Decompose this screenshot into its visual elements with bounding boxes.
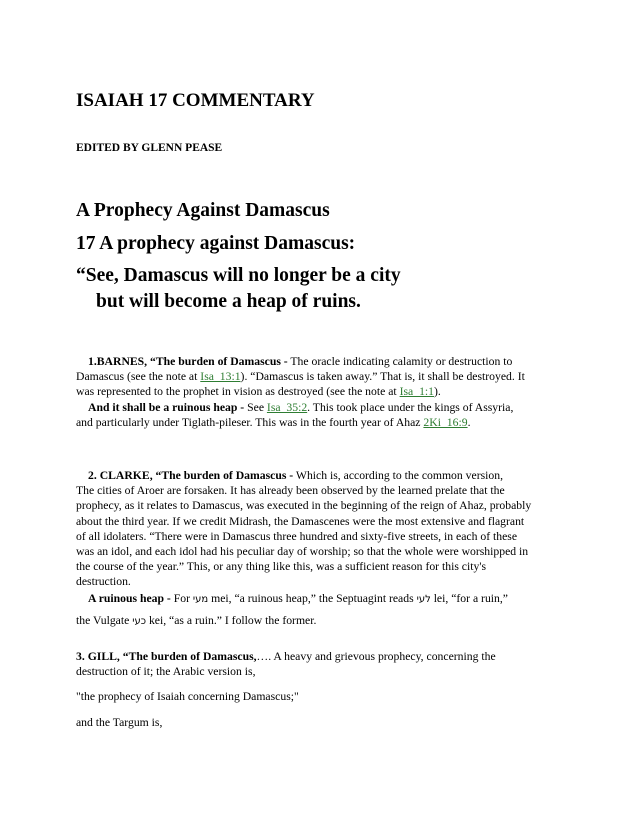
editor-credit: EDITED BY GLENN PEASE <box>76 142 223 154</box>
verse-line-2: “See, Damascus will no longer be a city <box>76 265 401 286</box>
ref-link-2ki-16-9[interactable]: 2Ki_16:9 <box>423 415 468 429</box>
gill-lead: 3. GILL, “The burden of Damascus, <box>76 650 257 663</box>
arabic-version-quote: "the prophecy of Isaiah concerning Damascus;" <box>76 690 299 704</box>
verse-line-3: but will become a heap of ruins. <box>96 291 361 312</box>
gill-commentary: 3. GILL, “The burden of Damascus,…. A heavy and grievous prophecy, concerning the destruction of it; the Arabic version is, "the prophecy of Isaiah concerning Damascus;" and the Targum is, <box>76 649 566 730</box>
ref-link-isa-1-1[interactable]: Isa_1:1 <box>399 385 434 399</box>
ref-link-isa-13-1[interactable]: Isa_13:1 <box>200 370 241 384</box>
ref-link-isa-35-2[interactable]: Isa_35:2 <box>266 400 308 414</box>
hebrew-word-lei: לעי <box>416 593 431 605</box>
clarke-lead-2: A ruinous heap - <box>88 591 171 605</box>
barnes-lead-2: And it shall be a ruinous heap - <box>88 400 245 414</box>
hebrew-word-mei: מעי <box>192 593 209 605</box>
barnes-commentary: 1.BARNES, “The burden of Damascus - The oracle indicating calamity or destruction to Damascus (see the note at Isa_13:1). “Damascus is taken away.” That is, it shall be destroyed. It was represented to the prophet in vision as destroyed (see the note at Isa_1:1). And it shall be a ruinous heap - See Isa_35:2. This took place under the kings of Assyria, and particularly under Tiglath-pileser. This was in the fourth year of Ahaz 2Ki_16:9. <box>76 355 525 429</box>
section-heading: A Prophecy Against Damascus <box>76 200 330 221</box>
barnes-lead: 1.BARNES, “The burden of Damascus - <box>88 355 288 368</box>
hebrew-word-kei: כעי <box>132 615 147 627</box>
clarke-commentary: 2. CLARKE, “The burden of Damascus - Which is, according to the common version, The cities of Aroer are forsaken. It has already been observed by the learned prelate that the prophecy, as it relates to Damascus, was executed in the beginning of the reign of Ahaz, probably about the third year. If we credit Midrash, the Damascenes were the most extensive and flagrant of all idolaters. “There were in Damascus three hundred and sixty-five streets, in each of these was an idol, and each idol had his peculiar day of worship; so that the whole were worshipped in the course of the year.” This, or any thing like this, was a sufficient reason for this city's destruction. A ruinous heap - For מעי mei, “a ruinous heap,” the Septuagint reads לעי lei, “for a ruin,” the Vulgate כעי kei, “as a ruin.” I follow the former. <box>76 469 532 627</box>
verse-line-1: 17 A prophecy against Damascus: <box>76 233 356 254</box>
clarke-lead: 2. CLARKE, “The burden of Damascus - <box>88 469 294 482</box>
page-title: ISAIAH 17 COMMENTARY <box>76 90 315 111</box>
